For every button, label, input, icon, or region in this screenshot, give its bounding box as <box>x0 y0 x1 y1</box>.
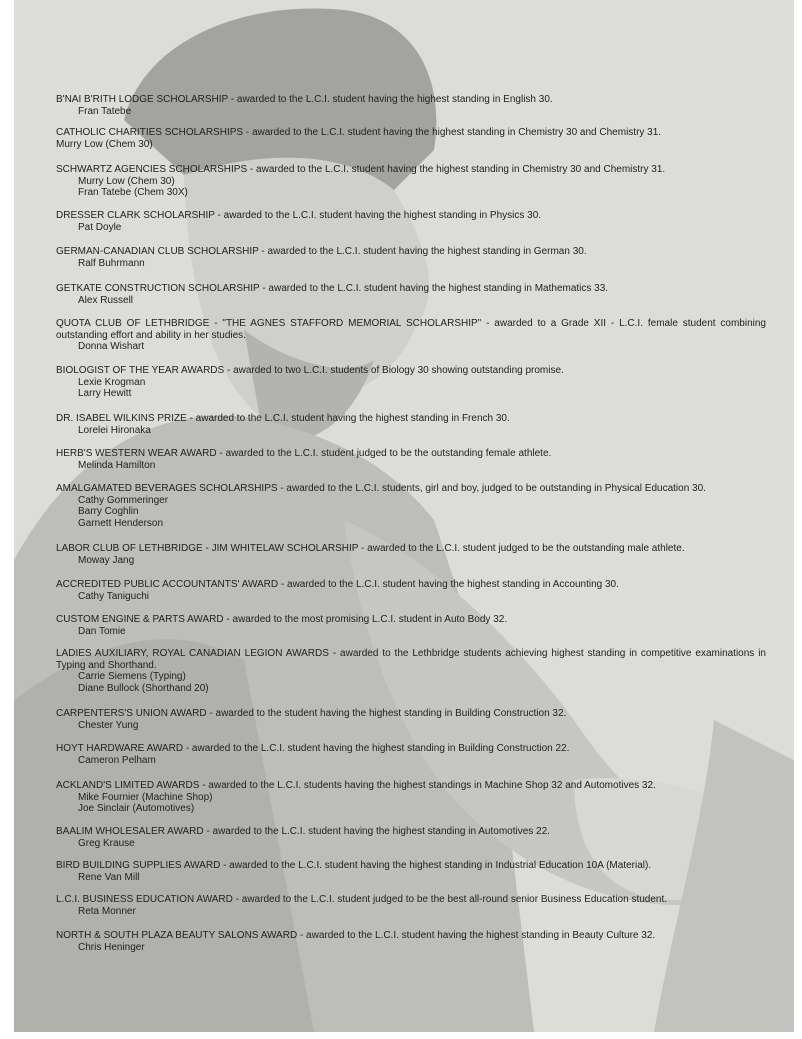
recipient-name: Fran Tatebe <box>78 105 132 117</box>
recipient-name: Carrie Siemens (Typing) <box>78 671 186 683</box>
recipient-name: Pat Doyle <box>78 221 122 233</box>
award-entry <box>56 826 766 849</box>
award-entry <box>56 283 766 306</box>
award-title: GETKATE CONSTRUCTION SCHOLARSHIP - awarded to the L.C.I. student having the highest standing in Mathematics 33. <box>56 283 609 294</box>
recipient-name: Murry Low (Chem 30) <box>56 138 153 150</box>
award-entry <box>56 365 766 400</box>
recipient-name: Murry Low (Chem 30) <box>78 175 175 187</box>
award-title: SCHWARTZ AGENCIES SCHOLARSHIPS - awarded to the L.C.I. student having the highest standing in Chemistry 30 and Chemistry 31. <box>56 164 666 175</box>
award-title: BIRD BUILDING SUPPLIES AWARD - awarded to the L.C.I. student having the highest standing in Industrial Education 10A (Material). <box>56 860 652 871</box>
award-title: HERB'S WESTERN WEAR AWARD - awarded to the L.C.I. student judged to be the outstanding female athlete. <box>56 448 552 459</box>
recipient-name: Lorelei Hironaka <box>78 424 151 436</box>
award-entry <box>56 708 766 731</box>
award-entry <box>56 614 766 637</box>
award-title: LADIES AUXILIARY, ROYAL CANADIAN LEGION AWARDS - awarded to the Lethbridge students achieving highest standing in competitive examinations in Typing and Shorthand. <box>56 648 766 671</box>
award-entry <box>56 448 766 471</box>
award-title: BAALIM WHOLESALER AWARD - awarded to the L.C.I. student having the highest standing in Automotives 22. <box>56 826 550 837</box>
award-entry <box>56 860 766 883</box>
award-entry <box>56 246 766 269</box>
award-entry <box>56 127 766 150</box>
recipient-name: Cathy Taniguchi <box>78 590 149 602</box>
award-entry <box>56 648 766 694</box>
award-title: L.C.I. BUSINESS EDUCATION AWARD - awarded to the L.C.I. student judged to be the best all-round senior Business Education student. <box>56 894 668 905</box>
recipient-name: Melinda Hamilton <box>78 459 156 471</box>
award-title: ACCREDITED PUBLIC ACCOUNTANTS' AWARD - awarded to the L.C.I. student having the highest standing in Accounting 30. <box>56 579 619 590</box>
award-entry <box>56 164 766 199</box>
awards-list <box>14 0 794 1032</box>
award-title: CUSTOM ENGINE & PARTS AWARD - awarded to the most promising L.C.I. student in Auto Body 32. <box>56 614 508 625</box>
recipient-name: Rene Van Mill <box>78 871 140 883</box>
recipient-name: Barry Coghlin <box>78 506 139 518</box>
recipient-name: Cathy Gommeringer <box>78 494 169 506</box>
award-entry <box>56 780 766 815</box>
award-entry <box>56 743 766 766</box>
award-entry <box>56 483 766 529</box>
award-title: B'NAI B'RITH LODGE SCHOLARSHIP - awarded to the L.C.I. student having the highest standing in English 30. <box>56 94 553 105</box>
recipient-name: Chester Yung <box>78 719 139 731</box>
recipient-name: Ralf Buhrmann <box>78 257 145 269</box>
award-title: NORTH & SOUTH PLAZA BEAUTY SALONS AWARD - awarded to the L.C.I. student having the highest standing in Beauty Culture 32. <box>56 930 656 941</box>
award-entry <box>56 579 766 602</box>
award-title: BIOLOGIST OF THE YEAR AWARDS - awarded to two L.C.I. students of Biology 30 showing outstanding promise. <box>56 365 564 376</box>
award-entry <box>56 894 766 917</box>
award-title: DRESSER CLARK SCHOLARSHIP - awarded to the L.C.I. student having the highest standing in Physics 30. <box>56 210 542 221</box>
award-title: GERMAN-CANADIAN CLUB SCHOLARSHIP - awarded to the L.C.I. student having the highest standing in German 30. <box>56 246 587 257</box>
recipient-name: Alex Russell <box>78 294 134 306</box>
recipient-name: Diane Bullock (Shorthand 20) <box>78 682 209 694</box>
recipient-name: Joe Sinclair (Automotives) <box>78 803 195 815</box>
award-entry <box>56 94 766 117</box>
recipient-name: Fran Tatebe (Chem 30X) <box>78 187 188 199</box>
award-title: LABOR CLUB OF LETHBRIDGE - JIM WHITELAW SCHOLARSHIP - awarded to the L.C.I. student judged to be the outstanding male athlete. <box>56 543 685 554</box>
recipient-name: Cameron Pelham <box>78 754 156 766</box>
yearbook-page <box>14 0 794 1032</box>
recipient-name: Garnett Henderson <box>78 517 164 529</box>
recipient-name: Dan Tomie <box>78 625 126 637</box>
recipient-name: Donna Wishart <box>78 341 145 353</box>
award-entry <box>56 930 766 953</box>
award-entry <box>56 413 766 436</box>
award-entry <box>56 210 766 233</box>
recipient-name: Greg Krause <box>78 837 135 849</box>
award-title: QUOTA CLUB OF LETHBRIDGE - "THE AGNES STAFFORD MEMORIAL SCHOLARSHIP" - awarded to a Grade XII - L.C.I. female student combining outstanding effort and ability in her studies. <box>56 318 766 341</box>
award-title: CATHOLIC CHARITIES SCHOLARSHIPS - awarded to the L.C.I. student having the highest standing in Chemistry 30 and Chemistry 31. <box>56 127 662 138</box>
award-title: HOYT HARDWARE AWARD - awarded to the L.C.I. student having the highest standing in Building Construction 22. <box>56 743 570 754</box>
award-title: AMALGAMATED BEVERAGES SCHOLARSHIPS - awarded to the L.C.I. students, girl and boy, judged to be outstanding in Physical Education 30. <box>56 483 706 494</box>
recipient-name: Mike Fournier (Machine Shop) <box>78 791 213 803</box>
recipient-name: Chris Heninger <box>78 941 145 953</box>
award-title: CARPENTERS'S UNION AWARD - awarded to the student having the highest standing in Building Construction 32. <box>56 708 567 719</box>
award-entry <box>56 543 766 566</box>
recipient-name: Reta Monner <box>78 905 136 917</box>
award-title: ACKLAND'S LIMITED AWARDS - awarded to the L.C.I. students having the highest standings in Machine Shop 32 and Automotives 32. <box>56 780 656 791</box>
recipient-name: Larry Hewitt <box>78 388 132 400</box>
recipient-name: Lexie Krogman <box>78 376 146 388</box>
award-entry <box>56 318 766 353</box>
recipient-name: Moway Jang <box>78 554 135 566</box>
award-title: DR. ISABEL WILKINS PRIZE - awarded to the L.C.I. student having the highest standing in French 30. <box>56 413 510 424</box>
